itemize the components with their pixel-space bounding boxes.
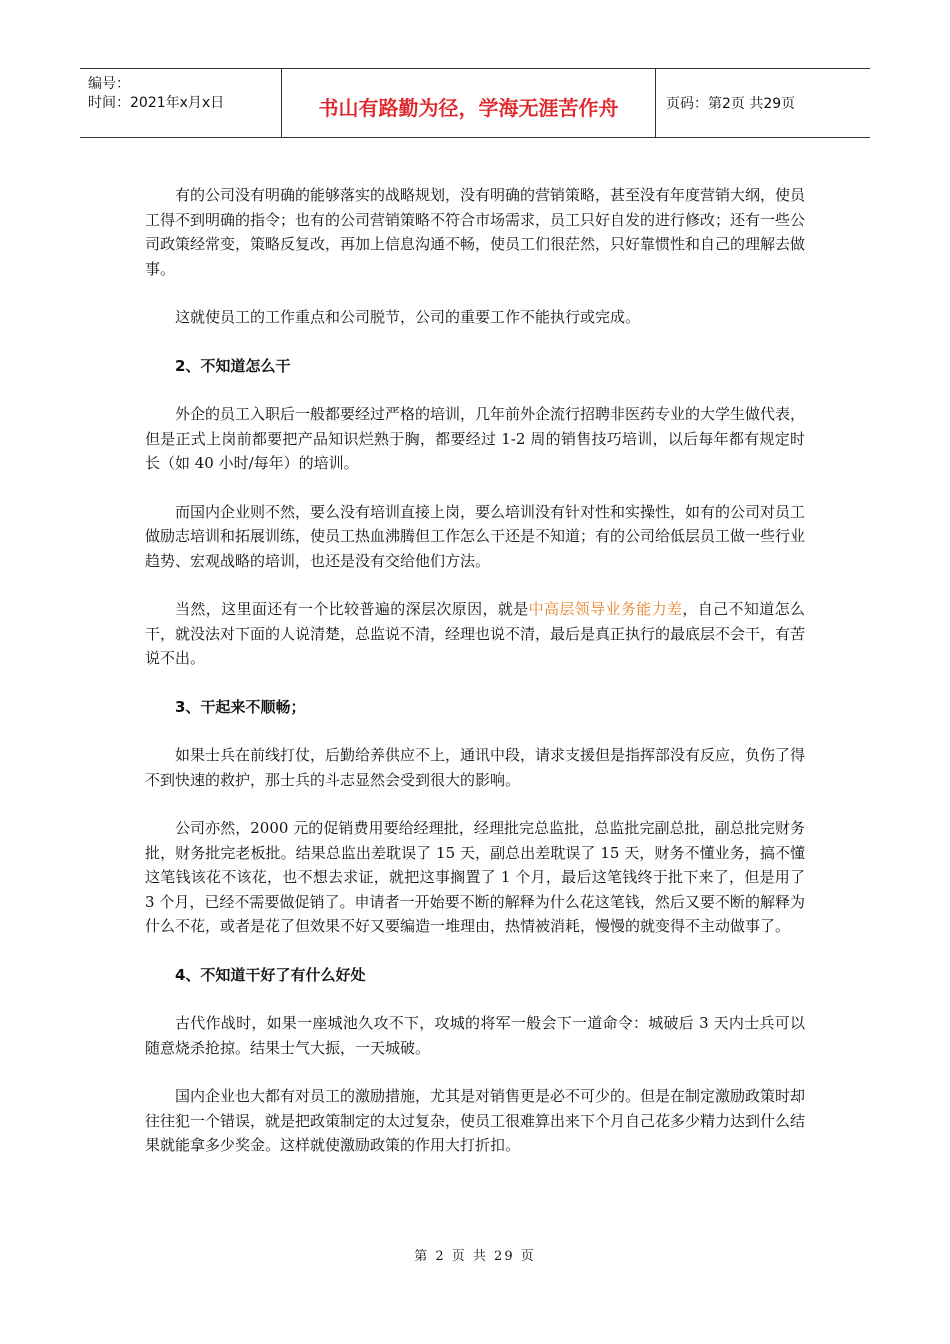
paragraph: 有的公司没有明确的能够落实的战略规划，没有明确的营销策略，甚至没有年度营销大纲，使员工得不到明确的指令；也有的公司营销策略不符合市场需求，员工只好自发的进行修改；还有一些公司政策经常变，策略反复改，再加上信息沟通不畅，使员工们很茫然，只好靠惯性和自己的理解去做事。: [145, 186, 806, 278]
section-heading: 4、不知道干好了有什么好处: [175, 965, 366, 984]
paragraph: 而国内企业则不然，要么没有培训直接上岗，要么培训没有针对性和实操性，如有的公司对员工做励志培训和拓展训练，使员工热血沸腾但工作怎么干还是不知道；有的公司给低层员工做一些行业趋势、宏观战略的培训，也还是没有交给他们方法。: [145, 502, 806, 570]
header-motto-cell: [282, 69, 656, 137]
section-heading: 3、干起来不顺畅；: [175, 697, 306, 716]
highlighted-phrase: 中高层领导业务能力差: [528, 600, 683, 618]
page-footer: 第 2 页 共 29 页: [414, 1249, 536, 1264]
paragraph: 这就使员工的工作重点和公司脱节，公司的重要工作不能执行或完成。: [175, 308, 641, 326]
document-body: [145, 183, 805, 1182]
paragraph: 国内企业也大都有对员工的激励措施，尤其是对销售更是必不可少的。但是在制定激励政策时却往往犯一个错误，就是把政策制定的太过复杂，使员工很难算出来下个月自己花多少精力达到什么结果就能拿多少奖金。这样就使激励政策的作用大打折扣。: [145, 1087, 806, 1154]
paragraph: 如果士兵在前线打仗，后勤给养供应不上，通讯中段，请求支援但是指挥部没有反应，负伤了得不到快速的救护，那士兵的斗志显然会受到很大的影响。: [145, 746, 806, 789]
paragraph: 外企的员工入职后一般都要经过严格的培训，几年前外企流行招聘非医药专业的大学生做代表，但是正式上岗前都要把产品知识烂熟于胸，都要经过 1-2 周的销售技巧培训，以后每年都有规定时长（如 40 小时/每年）的培训。: [145, 405, 806, 472]
time-label: 时间：2021年x月x日: [88, 95, 225, 111]
paragraph-text: 当然，这里面还有一个比较普遍的深层次原因，就是: [175, 600, 529, 618]
header-page-info: 页码：第2页 共29页: [666, 96, 796, 112]
paragraph: [145, 597, 805, 671]
paragraph: 公司亦然，2000 元的促销费用要给经理批，经理批完总监批，总监批完副总批，副总批完财务批，财务批完老板批。结果总监出差耽误了 15 天，副总出差耽误了 15 天，财务不懂业务，搞不懂这笔钱该花不该花，也不想去求证，就把这事搁置了 1 个月，最后这笔钱终于批下来了，但是用了 3 个月，已经不需要做促销了。申请者一开始要不断的解释为什么花这笔钱，然后又要不断的解释为什么不花，或者是花了但效果不好又要编造一堆理由，热情被消耗，慢慢的就变得不主动做事了。: [145, 819, 805, 935]
number-label: 编号：: [88, 76, 130, 92]
header-meta: [80, 69, 282, 137]
paragraph: 古代作战时，如果一座城池久攻不下，攻城的将军一般会下一道命令：城破后 3 天内士兵可以随意烧杀抢掠。结果士气大振，一天城破。: [145, 1014, 805, 1057]
motto: 书山有路勤为径，学海无涯苦作舟: [318, 95, 619, 120]
section-heading: 2、不知道怎么干: [175, 356, 291, 375]
page-header: [80, 68, 870, 138]
paragraph-text: ，自己不知道怎么干，就没法对下面的人说清楚，总监说不清，经理也说不清，最后是真正执行的最底层不会干，有苦说不出。: [145, 600, 806, 667]
